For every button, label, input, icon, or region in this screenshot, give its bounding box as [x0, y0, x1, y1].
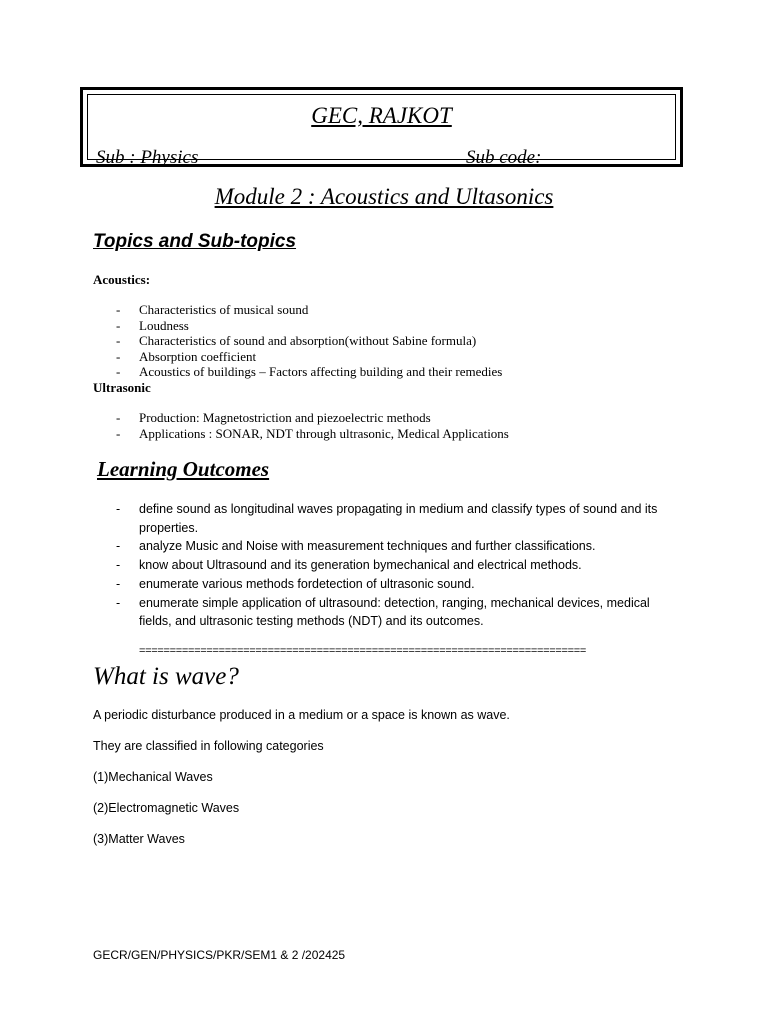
list-item: - know about Ultrasound and its generation bymechanical and electrical methods. [93, 556, 683, 575]
list-item: - Acoustics of buildings – Factors affecting building and their remedies [93, 364, 502, 380]
header-inner-border [87, 94, 676, 168]
learning-outcomes-heading: Learning Outcomes [97, 457, 270, 481]
wave-category: (2)Electromagnetic Waves [93, 801, 240, 815]
wave-category: (1)Mechanical Waves [93, 770, 213, 784]
institute-title: GEC, RAJKOT [311, 103, 452, 128]
module-title: Module 2 : Acoustics and Ultasonics [214, 184, 554, 209]
acoustics-list [93, 302, 502, 380]
topics-heading: Topics and Sub-topics [93, 231, 297, 252]
wave-definition: A periodic disturbance produced in a medium or a space is known as wave. [93, 708, 510, 722]
document-footer: GECR/GEN/PHYSICS/PKR/SEM1 & 2 /202425 [93, 948, 346, 962]
list-item: - Production: Magnetostriction and piezoelectric methods [93, 410, 509, 426]
wave-heading: What is wave? [93, 663, 239, 690]
list-item: - Absorption coefficient [93, 349, 502, 365]
divider-line: ========================================================================= [139, 645, 587, 657]
wave-classified-text: They are classified in following categories [93, 739, 324, 753]
list-item: - define sound as longitudinal waves propagating in medium and classify types of sound and its properties. [93, 500, 683, 537]
ultrasonic-label: Ultrasonic [93, 380, 151, 395]
list-item: - enumerate simple application of ultrasound: detection, ranging, mechanical devices, medical fields, and ultrasonic testing methods (NDT) and its outcomes. [93, 594, 683, 631]
wave-category: (3)Matter Waves [93, 832, 185, 846]
ultrasonic-list [93, 410, 509, 441]
learning-outcomes-list [93, 500, 683, 631]
list-item: - Characteristics of sound and absorption(without Sabine formula) [93, 333, 502, 349]
list-item: - Loudness [93, 318, 502, 334]
subject-code-label: Sub code: [466, 147, 542, 168]
subject-label: Sub : [96, 147, 141, 168]
header-box [80, 87, 683, 167]
acoustics-label: Acoustics: [93, 272, 151, 287]
list-item: - Applications : SONAR, NDT through ultrasonic, Medical Applications [93, 426, 509, 442]
list-item: - enumerate various methods fordetection of ultrasonic sound. [93, 575, 683, 594]
list-item: - Characteristics of musical sound [93, 302, 502, 318]
list-item: - analyze Music and Noise with measurement techniques and further classifications. [93, 537, 683, 556]
subject-line [96, 147, 198, 169]
subject-value: Physics [140, 147, 199, 168]
